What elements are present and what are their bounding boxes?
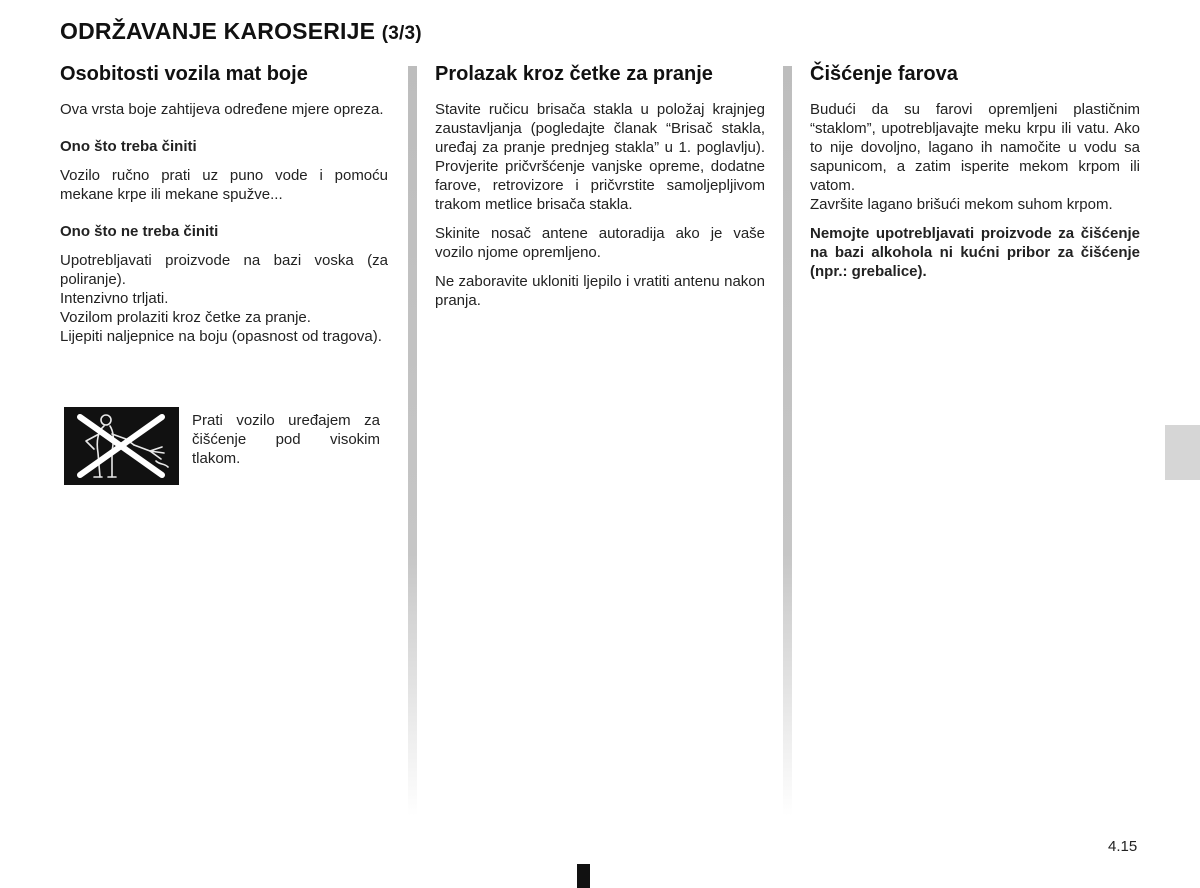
paragraph: Završite lagano brišući mekom suhom krpom. bbox=[810, 196, 1113, 213]
section-headlight-cleaning bbox=[810, 60, 1140, 291]
section-matte-paint bbox=[60, 60, 388, 346]
dont-heading: Ono što ne treba činiti bbox=[60, 223, 219, 240]
section-heading: Čišćenje farova bbox=[810, 63, 958, 85]
crop-mark bbox=[577, 864, 590, 888]
page-number: 4.15 bbox=[1108, 838, 1138, 855]
paragraph: Skinite nosač antene autoradija ako je vaše vozilo njome opremljeno. bbox=[435, 225, 765, 261]
paragraph: Budući da su farovi opremljeni plastičnim “staklom”, upotrebljavajte meku krpu ili vatu. Ako to nije dovoljno, lagano ih namočite u vodu sa sapunicom, a zatim isperite mekom krpom ili vatom. bbox=[810, 101, 1140, 194]
paragraph: Stavite ručicu brisača stakla u položaj krajnjeg zaustavljanja (pogledajte članak “Brisač stakla, uređaj za pranje prednjeg stakla” u 1. poglavlju). Provjerite pričvršćenje vanjske opreme, dodatne farove, retrovizore i pričvrstite samoljepljivom trakom metlice brisača stakla. bbox=[435, 101, 765, 213]
section-heading: Prolazak kroz četke za pranje bbox=[435, 63, 713, 85]
chapter-tab bbox=[1165, 425, 1200, 480]
do-heading: Ono što treba činiti bbox=[60, 138, 197, 155]
section-car-wash-brushes bbox=[435, 60, 765, 320]
warning-text: Prati vozilo uređajem za čišćenje pod visokim tlakom. bbox=[192, 412, 380, 467]
pressure-washer-warning bbox=[64, 407, 384, 487]
dont-item: Intenzivno trljati. bbox=[60, 290, 169, 307]
dont-item: Upotrebljavati proizvode na bazi voska (za poliranje). bbox=[60, 252, 388, 288]
do-text: Vozilo ručno prati uz puno vode i pomoću mekane krpe ili mekane spužve... bbox=[60, 167, 388, 203]
column-divider bbox=[783, 66, 792, 816]
paragraph: Ne zaboravite ukloniti ljepilo i vratiti antenu nakon pranja. bbox=[435, 273, 765, 309]
dont-item: Vozilom prolaziti kroz četke za pranje. bbox=[60, 309, 311, 326]
dont-item: Lijepiti naljepnice na boju (opasnost od tragova). bbox=[60, 328, 382, 345]
column-divider bbox=[408, 66, 417, 816]
no-pressure-washer-icon bbox=[64, 407, 179, 485]
page-title-text: ODRŽAVANJE KAROSERIJE bbox=[60, 18, 376, 44]
intro-text: Ova vrsta boje zahtijeva određene mjere opreza. bbox=[60, 101, 384, 118]
section-heading: Osobitosti vozila mat boje bbox=[60, 63, 308, 85]
warning-paragraph: Nemojte upotrebljavati proizvode za čišćenje na bazi alkohola ni kućni pribor za čišćenje (npr.: grebalice). bbox=[810, 225, 1140, 280]
page-title-suffix: (3/3) bbox=[381, 23, 422, 44]
page-title bbox=[60, 18, 422, 45]
